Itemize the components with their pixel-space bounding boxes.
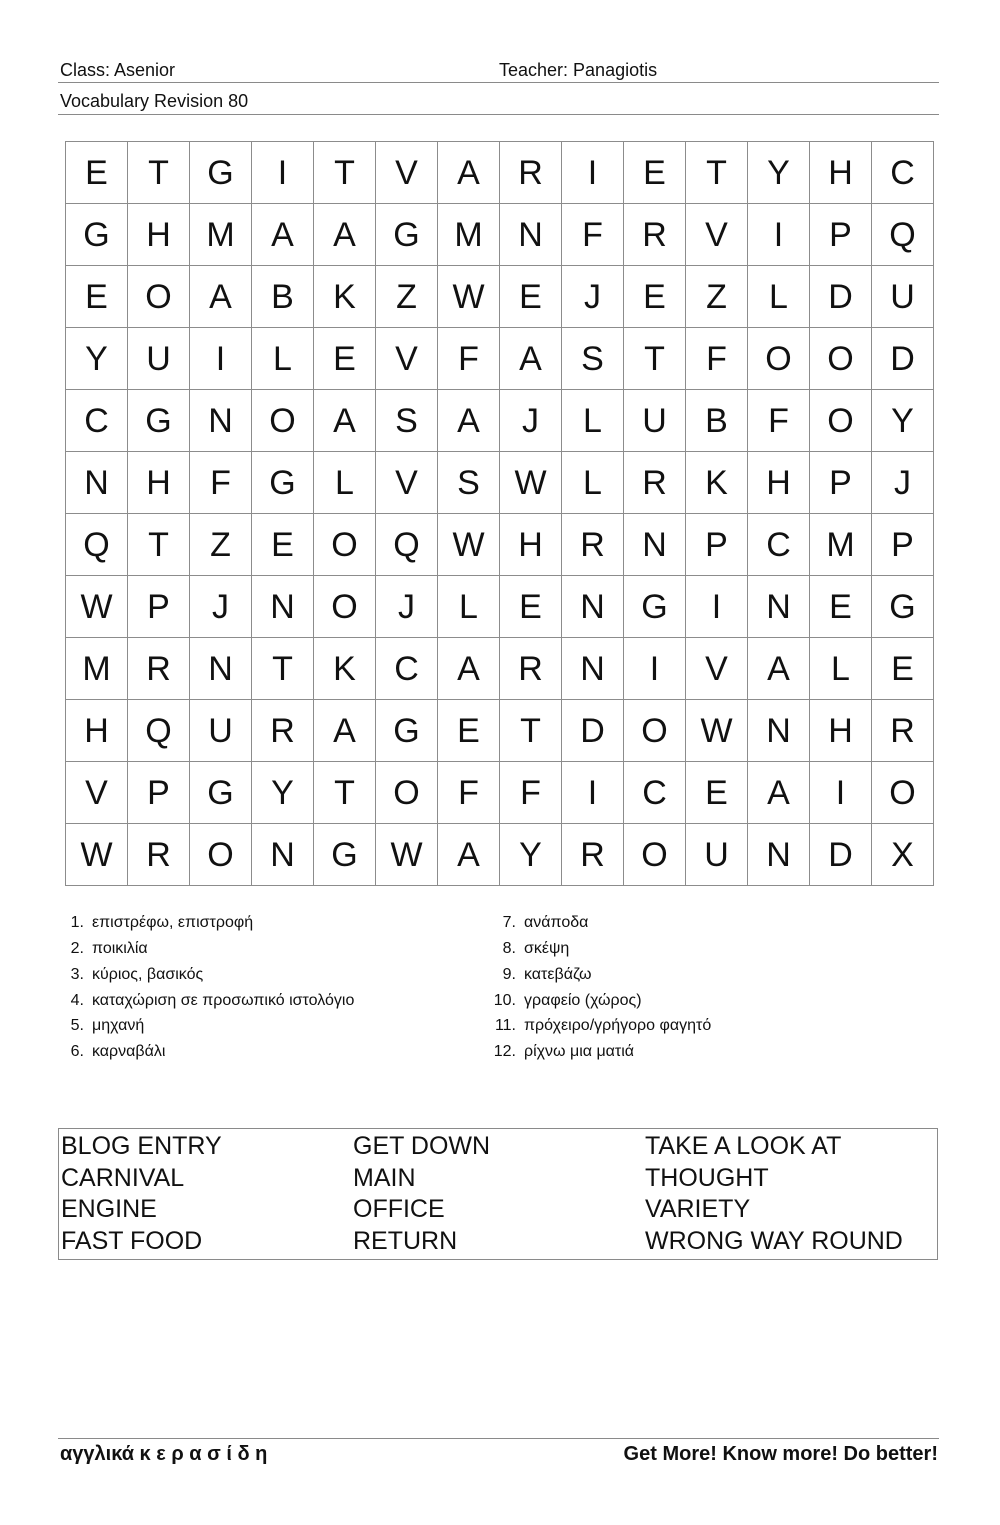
grid-cell[interactable]: O <box>624 824 686 886</box>
grid-cell[interactable]: G <box>66 204 128 266</box>
grid-cell[interactable]: R <box>500 142 562 204</box>
grid-cell[interactable]: I <box>562 142 624 204</box>
grid-cell[interactable]: V <box>66 762 128 824</box>
footer-slogan: Get More! Know more! Do better! <box>623 1443 938 1465</box>
grid-cell[interactable]: R <box>872 700 934 762</box>
grid-cell[interactable]: T <box>314 142 376 204</box>
grid-cell[interactable]: N <box>562 638 624 700</box>
word-bank-word: FAST FOOD <box>61 1226 203 1255</box>
grid-cell[interactable]: G <box>376 204 438 266</box>
grid-row <box>66 390 934 452</box>
grid-cell[interactable]: T <box>314 762 376 824</box>
word-bank-word: ENGINE <box>61 1195 157 1223</box>
grid-cell[interactable]: Z <box>190 514 252 576</box>
grid-cell[interactable]: X <box>872 824 934 886</box>
grid-cell[interactable]: W <box>376 824 438 886</box>
grid-cell[interactable]: O <box>872 762 934 824</box>
grid-cell[interactable]: H <box>810 700 872 762</box>
word-bank-word: CARNIVAL <box>61 1163 185 1192</box>
grid-cell[interactable]: L <box>562 452 624 514</box>
grid-cell[interactable]: H <box>500 514 562 576</box>
grid-cell[interactable]: A <box>438 142 500 204</box>
grid-cell[interactable]: J <box>562 266 624 328</box>
grid-cell[interactable]: E <box>66 266 128 328</box>
grid-cell[interactable]: A <box>314 390 376 452</box>
word-bank-word: TAKE A LOOK AT <box>645 1132 842 1160</box>
grid-row <box>66 204 934 266</box>
grid-cell[interactable]: D <box>562 700 624 762</box>
clue-item: 11. πρόχειρο/γρήγορο φαγητό <box>494 1017 712 1034</box>
grid-cell[interactable]: T <box>252 638 314 700</box>
clue-item: 5. μηχανή <box>70 1017 145 1034</box>
grid-cell[interactable]: T <box>686 142 748 204</box>
grid-cell[interactable]: F <box>190 452 252 514</box>
grid-cell[interactable]: O <box>624 700 686 762</box>
grid-cell[interactable]: O <box>252 390 314 452</box>
grid-cell[interactable]: J <box>500 390 562 452</box>
grid-cell[interactable]: B <box>686 390 748 452</box>
grid-row <box>66 700 934 762</box>
grid-cell[interactable]: R <box>500 638 562 700</box>
grid-cell[interactable]: W <box>438 514 500 576</box>
footer-brand: αγγλικά κ ε ρ α σ ί δ η <box>60 1443 268 1465</box>
grid-row <box>66 824 934 886</box>
grid-cell[interactable]: N <box>624 514 686 576</box>
grid-cell[interactable]: D <box>810 824 872 886</box>
grid-cell[interactable]: D <box>872 328 934 390</box>
grid-cell[interactable]: B <box>252 266 314 328</box>
grid-cell[interactable]: R <box>562 824 624 886</box>
grid-cell[interactable]: U <box>624 390 686 452</box>
grid-cell[interactable]: G <box>624 576 686 638</box>
grid-cell[interactable]: P <box>872 514 934 576</box>
grid-cell[interactable]: G <box>190 142 252 204</box>
grid-cell[interactable]: S <box>562 328 624 390</box>
grid-cell[interactable]: E <box>810 576 872 638</box>
grid-cell[interactable]: G <box>128 390 190 452</box>
grid-cell[interactable]: T <box>624 328 686 390</box>
grid-cell[interactable]: R <box>128 824 190 886</box>
grid-cell[interactable]: I <box>810 762 872 824</box>
grid-cell[interactable]: S <box>438 452 500 514</box>
grid-cell[interactable]: P <box>810 204 872 266</box>
grid-cell[interactable]: M <box>810 514 872 576</box>
grid-cell[interactable]: F <box>686 328 748 390</box>
word-bank-word: WRONG WAY ROUND <box>645 1226 903 1255</box>
word-bank-column <box>353 1131 490 1257</box>
grid-cell[interactable]: Q <box>376 514 438 576</box>
grid-cell[interactable]: D <box>810 266 872 328</box>
grid-cell[interactable]: H <box>128 204 190 266</box>
grid-cell[interactable]: W <box>500 452 562 514</box>
header-divider <box>58 82 939 83</box>
grid-cell[interactable]: O <box>810 328 872 390</box>
grid-cell[interactable]: W <box>66 824 128 886</box>
grid-cell[interactable]: C <box>66 390 128 452</box>
grid-cell[interactable]: G <box>190 762 252 824</box>
grid-cell[interactable]: G <box>252 452 314 514</box>
grid-cell[interactable]: W <box>66 576 128 638</box>
grid-cell[interactable]: A <box>252 204 314 266</box>
grid-cell[interactable]: A <box>314 700 376 762</box>
grid-cell[interactable]: T <box>500 700 562 762</box>
grid-cell[interactable]: H <box>66 700 128 762</box>
grid-cell[interactable]: A <box>748 638 810 700</box>
grid-cell[interactable]: I <box>686 576 748 638</box>
grid-row <box>66 514 934 576</box>
grid-cell[interactable]: V <box>376 452 438 514</box>
grid-cell[interactable]: V <box>686 638 748 700</box>
grid-cell[interactable]: P <box>810 452 872 514</box>
grid-cell[interactable]: W <box>686 700 748 762</box>
grid-cell[interactable]: I <box>562 762 624 824</box>
grid-cell[interactable]: C <box>376 638 438 700</box>
word-bank-word: BLOG ENTRY <box>61 1132 222 1160</box>
grid-cell[interactable]: I <box>624 638 686 700</box>
grid-cell[interactable]: S <box>376 390 438 452</box>
grid-cell[interactable]: A <box>190 266 252 328</box>
grid-row <box>66 328 934 390</box>
grid-cell[interactable]: V <box>376 328 438 390</box>
grid-cell[interactable]: Z <box>376 266 438 328</box>
grid-cell[interactable]: L <box>748 266 810 328</box>
word-bank-word: MAIN <box>353 1163 416 1192</box>
word-bank-word: RETURN <box>353 1226 458 1255</box>
word-bank <box>58 1128 938 1260</box>
grid-cell[interactable]: O <box>314 514 376 576</box>
grid-cell[interactable]: Y <box>872 390 934 452</box>
grid-row <box>66 638 934 700</box>
class-label: Class: Asenior <box>60 60 176 80</box>
grid-cell[interactable]: L <box>252 328 314 390</box>
grid-cell[interactable]: V <box>686 204 748 266</box>
grid-cell[interactable]: A <box>314 204 376 266</box>
grid-cell[interactable]: P <box>128 576 190 638</box>
word-search-grid <box>65 141 934 886</box>
grid-cell[interactable]: V <box>376 142 438 204</box>
grid-cell[interactable]: C <box>624 762 686 824</box>
grid-cell[interactable]: O <box>128 266 190 328</box>
grid-cell[interactable]: O <box>748 328 810 390</box>
grid-cell[interactable]: M <box>66 638 128 700</box>
grid-cell[interactable]: O <box>810 390 872 452</box>
grid-cell[interactable]: E <box>314 328 376 390</box>
grid-cell[interactable]: J <box>190 576 252 638</box>
grid-cell[interactable]: R <box>624 204 686 266</box>
grid-cell[interactable]: O <box>376 762 438 824</box>
grid-cell[interactable]: L <box>810 638 872 700</box>
grid-row <box>66 452 934 514</box>
grid-cell[interactable]: R <box>252 700 314 762</box>
grid-cell[interactable]: E <box>66 142 128 204</box>
grid-cell[interactable]: F <box>562 204 624 266</box>
grid-cell[interactable]: J <box>376 576 438 638</box>
clue-item: 1. επιστρέφω, επιστροφή <box>70 914 254 931</box>
grid-cell[interactable]: N <box>252 576 314 638</box>
grid-cell[interactable]: O <box>190 824 252 886</box>
grid-cell[interactable]: N <box>748 824 810 886</box>
grid-cell[interactable]: F <box>438 328 500 390</box>
clue-item: 8. σκέψη <box>502 940 570 957</box>
grid-row <box>66 142 934 204</box>
grid-cell[interactable]: Y <box>500 824 562 886</box>
grid-cell[interactable]: I <box>748 204 810 266</box>
grid-cell[interactable]: J <box>872 452 934 514</box>
clue-item: 6. καρναβάλι <box>70 1043 166 1060</box>
grid-cell[interactable]: Y <box>66 328 128 390</box>
grid-cell[interactable]: H <box>128 452 190 514</box>
grid-cell[interactable]: P <box>686 514 748 576</box>
grid-row <box>66 762 934 824</box>
grid-cell[interactable]: N <box>66 452 128 514</box>
grid-cell[interactable]: A <box>438 638 500 700</box>
grid-cell[interactable]: E <box>624 266 686 328</box>
grid-cell[interactable]: N <box>500 204 562 266</box>
grid-cell[interactable]: Z <box>686 266 748 328</box>
grid-cell[interactable]: Q <box>66 514 128 576</box>
grid-cell[interactable]: U <box>128 328 190 390</box>
grid-cell[interactable]: U <box>686 824 748 886</box>
footer-divider <box>58 1438 939 1439</box>
grid-cell[interactable]: T <box>128 514 190 576</box>
grid-cell[interactable]: I <box>252 142 314 204</box>
grid-cell[interactable]: E <box>438 700 500 762</box>
grid-cell[interactable]: E <box>686 762 748 824</box>
grid-cell[interactable]: P <box>128 762 190 824</box>
grid-cell[interactable]: N <box>562 576 624 638</box>
grid-cell[interactable]: L <box>314 452 376 514</box>
word-bank-column <box>645 1131 903 1257</box>
clue-item: 3. κύριος, βασικός <box>70 966 204 983</box>
word-bank-word: OFFICE <box>353 1195 445 1223</box>
word-bank-column <box>61 1131 222 1257</box>
word-bank-word: VARIETY <box>645 1195 751 1223</box>
grid-cell[interactable]: R <box>624 452 686 514</box>
grid-cell[interactable]: O <box>314 576 376 638</box>
grid-cell[interactable]: N <box>748 576 810 638</box>
grid-cell[interactable]: F <box>500 762 562 824</box>
clue-item: 7. ανάποδα <box>502 914 589 931</box>
clue-item: 10. γραφείο (χώρος) <box>493 992 642 1009</box>
grid-cell[interactable]: R <box>562 514 624 576</box>
grid-row <box>66 576 934 638</box>
grid-cell[interactable]: E <box>500 266 562 328</box>
grid-cell[interactable]: N <box>190 390 252 452</box>
grid-cell[interactable]: C <box>748 514 810 576</box>
clue-item: 2. ποικιλία <box>70 940 148 957</box>
grid-cell[interactable]: A <box>748 762 810 824</box>
grid-cell[interactable]: E <box>872 638 934 700</box>
grid-cell[interactable]: Y <box>748 142 810 204</box>
grid-cell[interactable]: N <box>252 824 314 886</box>
grid-cell[interactable]: E <box>252 514 314 576</box>
grid-cell[interactable]: N <box>190 638 252 700</box>
clue-item: 9. κατεβάζω <box>502 966 592 983</box>
grid-cell[interactable]: U <box>190 700 252 762</box>
grid-cell[interactable]: G <box>872 576 934 638</box>
grid-cell[interactable]: U <box>872 266 934 328</box>
grid-row <box>66 266 934 328</box>
grid-cell[interactable]: F <box>748 390 810 452</box>
grid-cell[interactable]: W <box>438 266 500 328</box>
teacher-label: Teacher: Panagiotis <box>499 60 658 80</box>
clue-item: 4. καταχώριση σε προσωπικό ιστολόγιο <box>70 992 355 1009</box>
grid-cell[interactable]: Y <box>252 762 314 824</box>
grid-cell[interactable]: A <box>438 824 500 886</box>
grid-cell[interactable]: L <box>438 576 500 638</box>
grid-cell[interactable]: T <box>128 142 190 204</box>
grid-cell[interactable]: H <box>748 452 810 514</box>
grid-cell[interactable]: L <box>562 390 624 452</box>
grid-cell[interactable]: K <box>314 638 376 700</box>
word-bank-word: GET DOWN <box>353 1132 491 1160</box>
page-title: Vocabulary Revision 80 <box>60 91 249 111</box>
title-divider <box>58 114 939 115</box>
grid-cell[interactable]: E <box>624 142 686 204</box>
clue-item: 12. ρίχνω μια ματιά <box>493 1043 635 1060</box>
grid-cell[interactable]: G <box>314 824 376 886</box>
grid-cell[interactable]: H <box>810 142 872 204</box>
grid-cell[interactable]: F <box>438 762 500 824</box>
grid-cell[interactable]: K <box>686 452 748 514</box>
grid-cell[interactable]: Q <box>872 204 934 266</box>
grid-cell[interactable]: G <box>376 700 438 762</box>
word-bank-word: THOUGHT <box>645 1163 769 1192</box>
grid-cell[interactable]: A <box>438 390 500 452</box>
grid-cell[interactable]: Q <box>128 700 190 762</box>
grid-cell[interactable]: K <box>314 266 376 328</box>
grid-cell[interactable]: E <box>500 576 562 638</box>
grid-cell[interactable]: N <box>748 700 810 762</box>
grid-cell[interactable]: R <box>128 638 190 700</box>
grid-cell[interactable]: A <box>500 328 562 390</box>
grid-cell[interactable]: M <box>438 204 500 266</box>
grid-cell[interactable]: C <box>872 142 934 204</box>
grid-cell[interactable]: I <box>190 328 252 390</box>
grid-cell[interactable]: M <box>190 204 252 266</box>
